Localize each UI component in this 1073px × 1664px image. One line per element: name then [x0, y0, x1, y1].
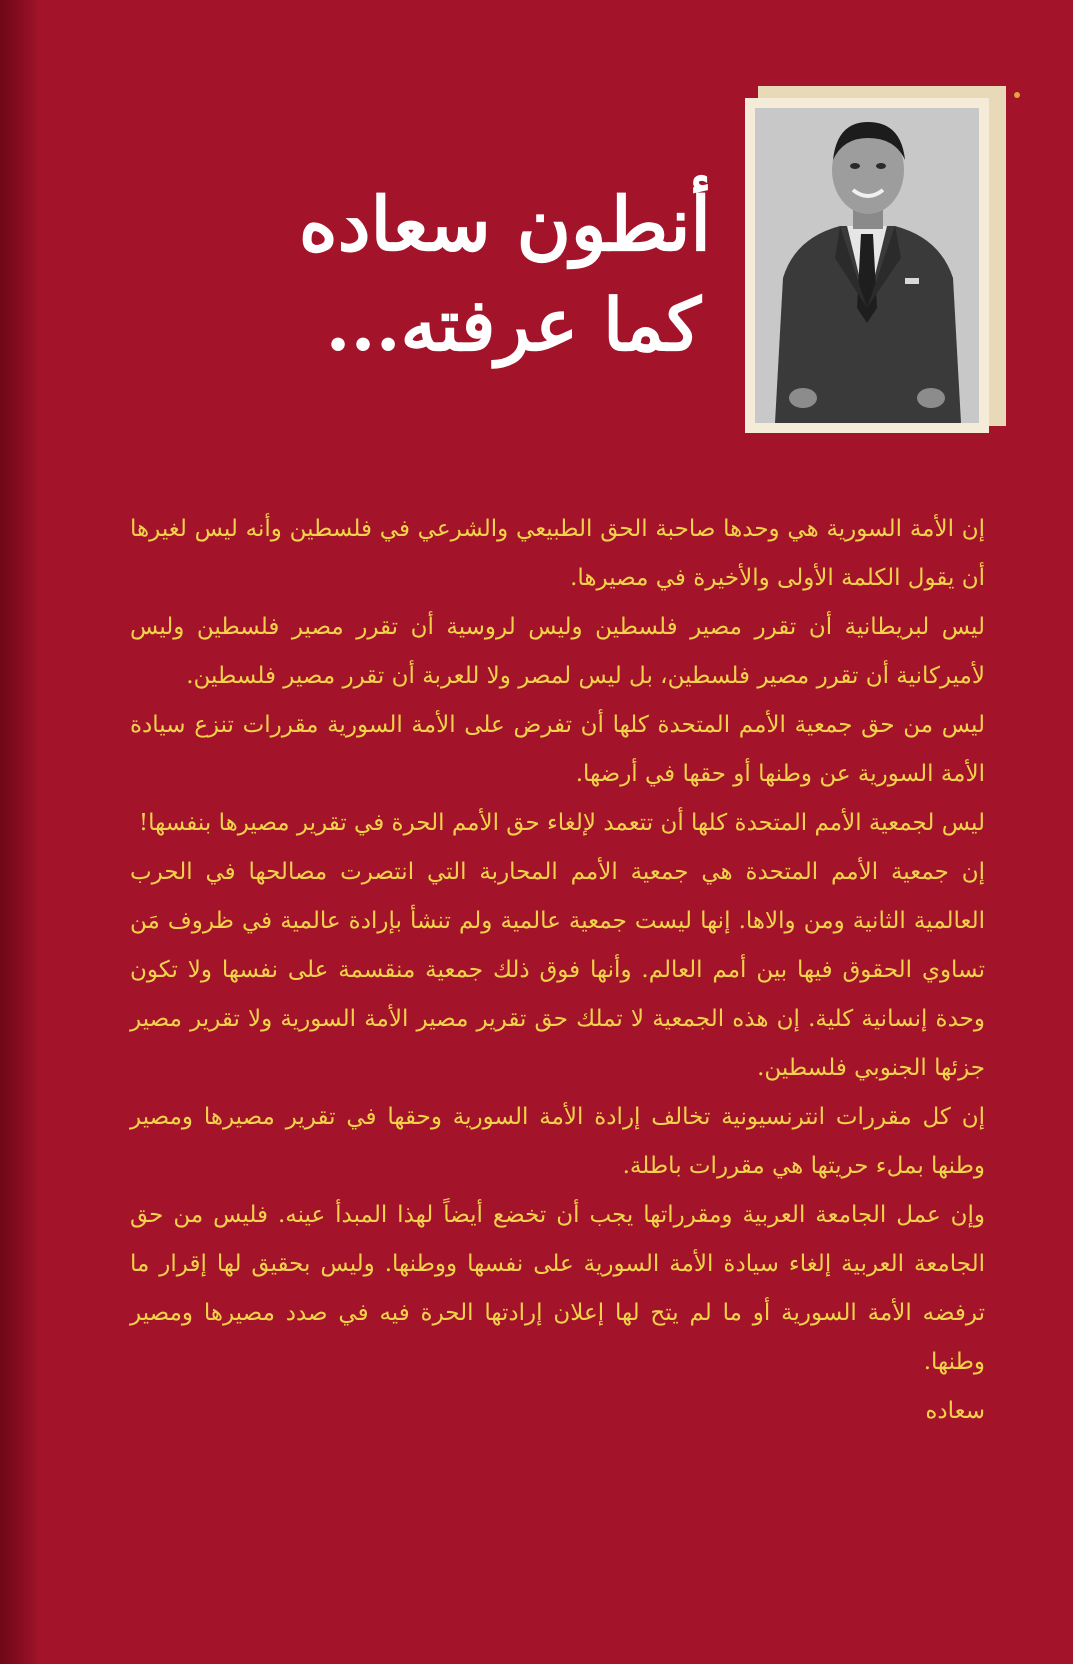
paragraph-1: إن الأمة السورية هي وحدها صاحبة الحق الطبيعي والشرعي في فلسطين وأنه ليس لغيرها أن يقول الكلمة الأولى والأخيرة في مصيرها.	[130, 516, 985, 591]
title-subtitle: كما عرفته...	[325, 282, 701, 367]
paragraph-4: ليس لجمعية الأمم المتحدة كلها أن تتعمد لإلغاء حق الأمم الحرة في تقرير مصيرها بنفسها!	[138, 810, 985, 836]
title-author-name: أنطون سعاده	[298, 182, 711, 268]
corner-dot	[1014, 92, 1020, 98]
paragraph-3: ليس من حق جمعية الأمم المتحدة كلها أن تفرض على الأمة السورية مقررات تنزع سيادة الأمة السورية عن وطنها أو حقها في أرضها.	[130, 712, 985, 787]
spine-edge	[0, 0, 38, 1664]
back-cover-text	[130, 505, 985, 1436]
portrait-illustration	[755, 108, 979, 423]
author-portrait-photo	[755, 108, 979, 423]
paragraph-7: وإن عمل الجامعة العربية ومقرراتها يجب أن تخضع أيضاً لهذا المبدأ عينه. فليس من حق الجامعة العربية إلغاء سيادة الأمة السورية على نفسها ووطنها. وليس بحقيق لها إقرار ما ترفضه الأمة السورية أو ما لم يتح لها إعلان إرادتها الحرة فيه في صدد مصيرها ومصير وطنها.	[130, 1202, 985, 1375]
paragraph-2: ليس لبريطانية أن تقرر مصير فلسطين وليس لروسية أن تقرر مصير فلسطين وليس لأميركانية أن تقرر مصير فلسطين، بل ليس لمصر ولا للعربة أن تقرر مصير فلسطين.	[130, 614, 985, 689]
cover-title	[298, 175, 711, 375]
paragraph-6: إن كل مقررات انترنسيونية تخالف إرادة الأمة السورية وحقها في تقرير مصيرها ومصير وطنها بملء حريتها هي مقررات باطلة.	[130, 1104, 985, 1179]
paragraph-5: إن جمعية الأمم المتحدة هي جمعية الأمم المحاربة التي انتصرت مصالحها في الحرب العالمية الثانية ومن والاها. إنها ليست جمعية عالمية ولم تنشأ بإرادة عالمية في ظروف مَن تساوي الحقوق فيها بين أمم العالم. وأنها فوق ذلك جمعية منقسمة على نفسها ولا تكون وحدة إنسانية كلية. إن هذه الجمعية لا تملك حق تقرير مصير الأمة السورية ولا تقرير مصير جزئها الجنوبي فلسطين.	[130, 859, 985, 1081]
signature: سعاده	[925, 1398, 985, 1424]
